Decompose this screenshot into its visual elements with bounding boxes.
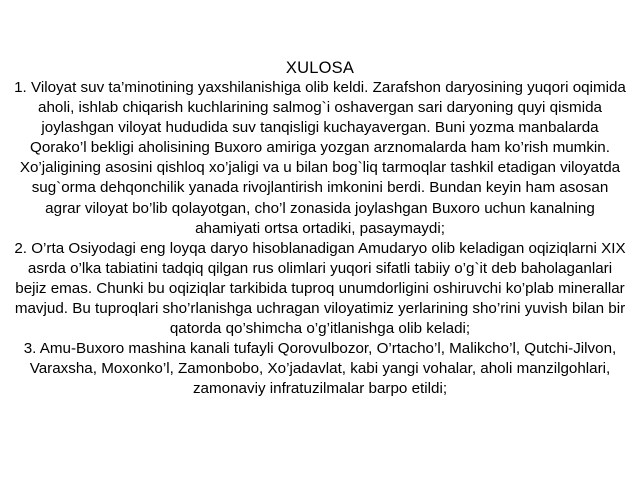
paragraph-2: 2. O’rta Osiyodagi eng loyqa daryo hisoblanadigan Amudaryo olib keladigan oqiziqlarni XIX asrda o’lka tabiatini tadqiq qilgan rus olimlari yuqori sifatli tabiiy o’g`it deb baholaganlari bejiz emas. Chunki bu oqiziqlar tarkibida tuproq unumdorligini oshiruvchi ko’plab minerallar mavjud. Bu tuproqlari sho’rlanishga uchragan viloyatimiz yerlarining sho’rini yuvish bilan bir qatorda qo’shimcha o’g’itlanishga olib keladi; bbox=[14, 239, 626, 338]
slide-title: XULOSA bbox=[285, 59, 355, 77]
paragraph-1: 1. Viloyat suv ta’minotining yaxshilanishiga olib keldi. Zarafshon daryosining yuqori oqimida aholi, ishlab chiqarish kuchlarining salmog`i oshavergan sari daryoning quyi qismida joylashgan viloyat hududida suv tanqisligi kuchayavergan. Buni yozma manbalarda Qorako’l bekligi aholisining Buxoro amiriga yozgan arznomalarda ham ko’rish mumkin. Xo’jaligining asosini qishloq xo’jaligi va u bilan bog`liq tarmoqlar tashkil etadigan viloyatda sug`orma dehqonchilik yanada rivojlantirish imkonini berdi. Bundan keyin ham asosan agrar viloyat bo’lib qolayotgan, cho’l zonasida joylashgan Buxoro uchun kanalning ahamiyati ortsa ortadiki, pasaymaydi; bbox=[14, 79, 626, 237]
paragraph-3: 3. Amu-Buxoro mashina kanali tufayli Qorovulbozor, O’rtacho’l, Malikcho’l, Qutchi-Jilvon, Varaxsha, Moxonko’l, Zamonbobo, Xo’jadavlat, kabi yangi vohalar, aholi manzilgohlari, zamonaviy infratuzilmalar barpo etildi; bbox=[23, 340, 617, 398]
